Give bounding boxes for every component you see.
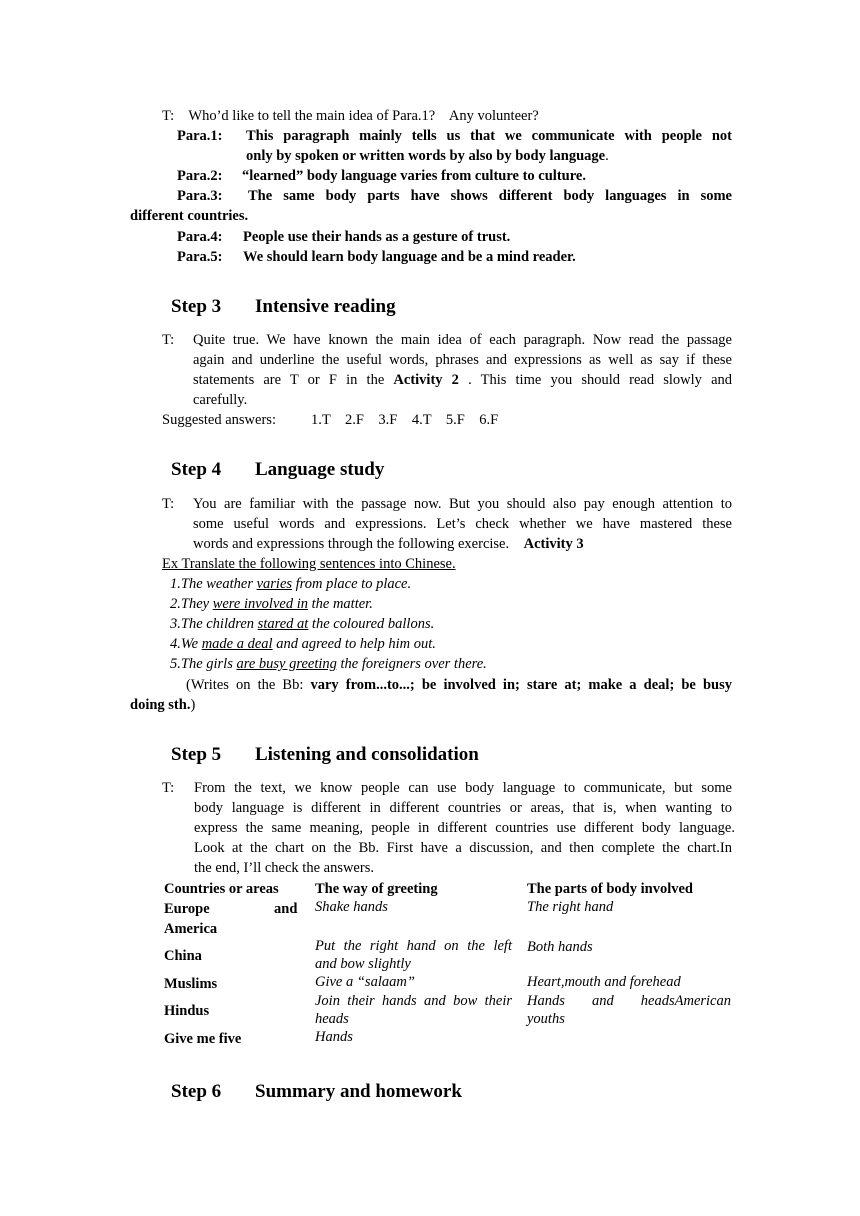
step4-line3 (193, 534, 584, 554)
step3-line2: again and underline the useful words, phrases and expressions as well as say if these (193, 352, 732, 368)
para-5-label: Para.5: (177, 249, 223, 265)
step4-t-label: T: (162, 496, 175, 512)
para-2-label: Para.2: (177, 168, 223, 184)
sentence-pre: 4.We (170, 636, 202, 652)
step3-answers-label: Suggested answers: (162, 412, 276, 428)
row4-country: Hindus (164, 1003, 210, 1019)
sentence-keyword: varies (256, 576, 293, 592)
step6-number: Step 6 (171, 1081, 222, 1102)
row1-country-a: Europe (164, 901, 210, 917)
sentence-pre: 5.The girls (170, 656, 237, 672)
sentence-keyword: were involved in (212, 596, 308, 612)
row2-country: China (164, 948, 202, 964)
row4-body-parts-line1 (527, 992, 731, 1010)
blackboard-phrases-end: doing sth. (130, 697, 191, 713)
blackboard-pre: (Writes on the Bb: (186, 677, 311, 693)
exercise-sentence-4 (170, 634, 436, 654)
step3-line3-post: . This time you should read slowly and (468, 372, 733, 388)
blackboard-line1 (186, 675, 732, 695)
step4-title: Language study (255, 459, 385, 480)
para-3-label: Para.3: (177, 188, 223, 204)
row4-body-word1: Hands (527, 993, 565, 1009)
para-4-text: People use their hands as a gesture of trust. (243, 229, 511, 245)
step5-line5: the end, I’ll check the answers. (194, 860, 374, 876)
blackboard-close: ) (190, 697, 196, 713)
para-3-text-line1: The same body parts have shows different body languages in some (248, 188, 732, 204)
para-3-text-line2: different countries. (130, 208, 249, 224)
step5-title: Listening and consolidation (255, 744, 479, 765)
row5-country: Give me five (164, 1031, 242, 1047)
step4-activity-3: Activity 3 (523, 536, 584, 552)
sentence-post: the foreigners over there. (336, 656, 487, 672)
step5-number: Step 5 (171, 744, 222, 765)
sentence-keyword: are busy greeting (236, 656, 337, 672)
sentence-post: from place to place. (292, 576, 412, 592)
sentence-keyword: stared at (257, 616, 309, 632)
step3-line4: carefully. (193, 392, 248, 408)
step6-heading (171, 1080, 462, 1104)
row5-greeting: Hands (315, 1029, 353, 1045)
step3-activity-2: Activity 2 (393, 372, 459, 388)
step3-line3-pre: statements are T or F in the (193, 372, 385, 388)
step4-ex-title: Ex Translate the following sentences into Chinese. (162, 556, 456, 572)
sentence-post: the matter. (307, 596, 373, 612)
step5-line3: express the same meaning, people in different countries use different body language. (194, 820, 735, 836)
para-1-label: Para.1: (177, 128, 223, 144)
exercise-sentence-3 (170, 614, 434, 634)
step3-answers: 1.T 2.F 3.F 4.T 5.F 6.F (311, 412, 499, 428)
step3-line1: Quite true. We have known the main idea of each paragraph. Now read the passage (193, 332, 732, 348)
step5-t-label: T: (162, 780, 175, 796)
row4-greeting-line2: heads (315, 1011, 349, 1027)
para-5-text: We should learn body language and be a mind reader. (243, 249, 576, 265)
table-header-countries: Countries or areas (164, 881, 279, 897)
row4-body-parts-line2: youths (527, 1011, 565, 1027)
sentence-post: the coloured ballons. (308, 616, 435, 632)
para-2-text: “learned” body language varies from culture to culture. (242, 168, 586, 184)
blackboard-phrases: vary from...to...; be involved in; stare at; make a deal; be busy (310, 677, 732, 693)
row3-greeting: Give a “salaam” (315, 974, 415, 990)
step3-title: Intensive reading (255, 296, 396, 317)
row1-country-c: America (164, 921, 218, 937)
row2-greeting-line2: and bow slightly (315, 956, 411, 972)
para-1-text-line1: This paragraph mainly tells us that we communicate with people not (246, 128, 732, 144)
step4-line1: You are familiar with the passage now. But you should also pay enough attention to (193, 496, 732, 512)
step4-line3-text: words and expressions through the following exercise. (193, 536, 510, 552)
row1-body-parts: The right hand (527, 899, 614, 915)
row4-body-word3: headsAmerican (640, 993, 731, 1009)
row4-body-word2: and (591, 993, 614, 1009)
step4-number: Step 4 (171, 459, 222, 480)
row4-greeting-line1: Join their hands and bow their (315, 993, 512, 1009)
para-1-text-line2-wrap (246, 146, 609, 166)
intro-question: T: Who’d like to tell the main idea of Para.1? Any volunteer? (162, 108, 539, 124)
step5-line4: Look at the chart on the Bb. First have a discussion, and then complete the chart.In (194, 840, 732, 856)
step4-line2: some useful words and expressions. Let’s check whether we have mastered these (193, 516, 732, 532)
exercise-sentence-1 (170, 574, 411, 594)
row3-country: Muslims (164, 976, 218, 992)
row2-greeting-line1: Put the right hand on the left (315, 938, 512, 954)
step5-line2: body language is different in different countries or areas, that is, when wanting to (194, 800, 732, 816)
step3-number: Step 3 (171, 296, 222, 317)
step3-line3 (193, 370, 732, 390)
sentence-post: and agreed to help him out. (272, 636, 436, 652)
step6-title: Summary and homework (255, 1081, 462, 1102)
row2-body-parts: Both hands (527, 939, 593, 955)
step4-heading (171, 458, 384, 482)
step3-t-label: T: (162, 332, 175, 348)
para-1-text-line2: only by spoken or written words by also by body language (246, 148, 606, 164)
para-4-label: Para.4: (177, 229, 223, 245)
row1-greeting: Shake hands (315, 899, 388, 915)
step5-heading (171, 743, 479, 767)
row3-body-parts: Heart,mouth and forehead (527, 974, 681, 990)
step3-heading (171, 295, 396, 319)
exercise-sentence-5 (170, 654, 487, 674)
table-header-body-parts: The parts of body involved (527, 881, 693, 897)
para-1-tail: . (605, 148, 609, 164)
sentence-pre: 3.The children (170, 616, 258, 632)
exercise-sentence-2 (170, 594, 373, 614)
sentence-pre: 1.The weather (170, 576, 257, 592)
sentence-pre: 2.They (170, 596, 213, 612)
blackboard-line2 (130, 695, 195, 715)
row1-country-b: and (274, 901, 298, 917)
sentence-keyword: made a deal (201, 636, 273, 652)
table-header-greeting: The way of greeting (315, 881, 438, 897)
step5-line1: From the text, we know people can use body language to communicate, but some (194, 780, 732, 796)
